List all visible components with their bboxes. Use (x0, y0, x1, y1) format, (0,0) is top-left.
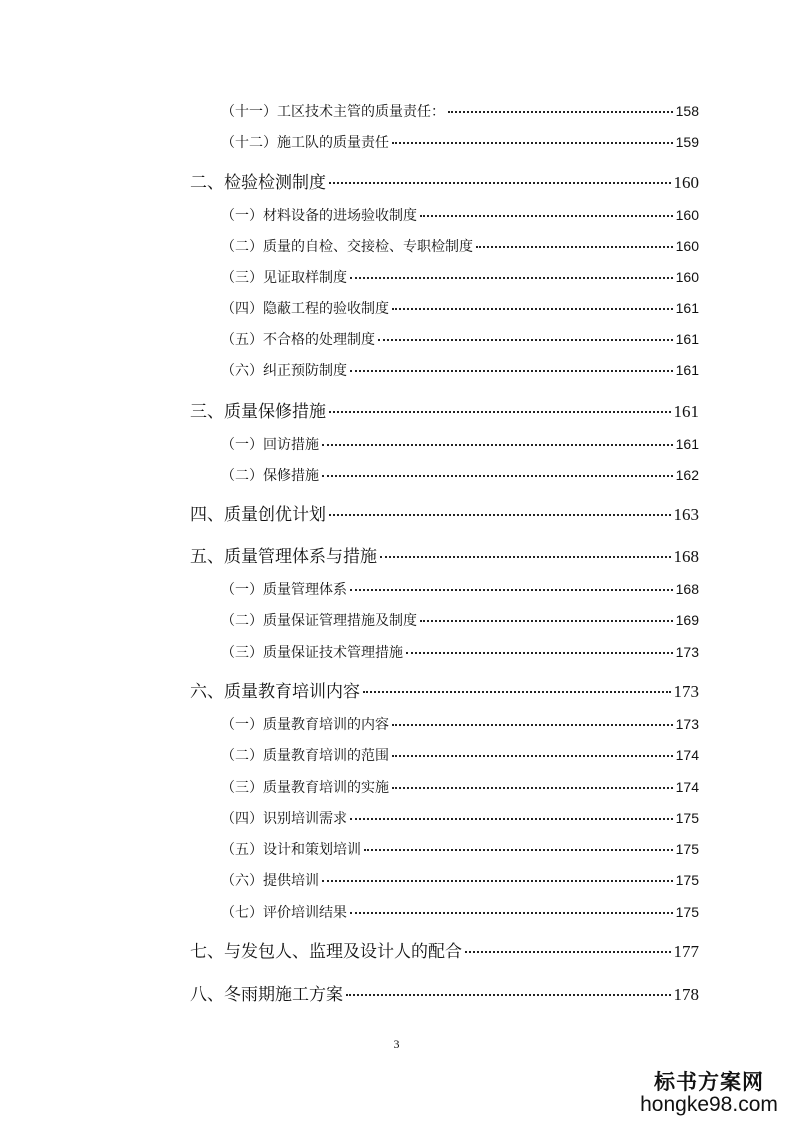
toc-entry-title: （六）提供培训 (221, 873, 319, 889)
toc-entry-page: 178 (673, 985, 699, 1004)
toc-entry-title: （六）纠正预防制度 (221, 363, 347, 379)
toc-entry-title: （四）识别培训需求 (221, 811, 347, 827)
dot-leader (350, 277, 673, 279)
dot-leader (322, 880, 673, 882)
toc-entry[interactable] (221, 777, 699, 797)
toc-entry-title: （一）回访措施 (221, 437, 319, 453)
watermark-url: hongke98.com (640, 1093, 778, 1116)
toc-entry[interactable] (190, 980, 699, 1005)
dot-leader (392, 724, 673, 726)
toc-entry-page: 162 (675, 467, 699, 483)
dot-leader (392, 787, 673, 789)
toc-entry-title: （一）质量教育培训的内容 (221, 717, 389, 733)
toc-entry[interactable] (221, 236, 699, 256)
toc-entry-title: 二、检验检测制度 (190, 173, 326, 193)
dot-leader (378, 339, 673, 341)
toc-entry-page: 161 (675, 436, 699, 452)
toc-entry[interactable] (221, 205, 699, 225)
dot-leader (322, 444, 673, 446)
toc-entry-page: 175 (675, 904, 699, 920)
toc-entry-title: （二）质量教育培训的范围 (221, 748, 389, 764)
toc-entry[interactable] (190, 500, 699, 525)
dot-leader (329, 411, 671, 413)
dot-leader (406, 652, 673, 654)
dot-leader (363, 691, 671, 693)
toc-entry-page: 175 (675, 872, 699, 888)
dot-leader (364, 849, 673, 851)
toc-entry[interactable] (221, 870, 699, 890)
toc-entry[interactable] (221, 298, 699, 318)
toc-entry[interactable] (190, 168, 699, 193)
toc-entry[interactable] (190, 397, 699, 422)
toc-entry-page: 163 (673, 505, 699, 524)
toc-entry-page: 173 (673, 682, 699, 701)
toc-entry-title: 七、与发包人、监理及设计人的配合 (190, 942, 462, 962)
dot-leader (329, 182, 671, 184)
toc-entry-page: 159 (675, 134, 699, 150)
toc-entry-page: 168 (675, 581, 699, 597)
toc-entry-page: 158 (675, 103, 699, 119)
toc-entry-page: 168 (673, 547, 699, 566)
toc-entry-page: 169 (675, 612, 699, 628)
toc-entry-page: 161 (675, 300, 699, 316)
toc-entry[interactable] (190, 937, 699, 962)
toc-entry-title: 三、质量保修措施 (190, 402, 326, 422)
watermark-title: 标书方案网 (654, 1069, 764, 1094)
toc-entry[interactable] (221, 610, 699, 630)
toc-entry-title: 四、质量创优计划 (190, 505, 326, 525)
toc-entry-title: （三）见证取样制度 (221, 270, 347, 286)
toc-entry[interactable] (221, 579, 699, 599)
dot-leader (465, 951, 671, 953)
toc-entry-title: （十二）施工队的质量责任 (221, 135, 389, 151)
toc-entry[interactable] (221, 329, 699, 349)
dot-leader (322, 475, 673, 477)
toc-entry[interactable] (221, 902, 699, 922)
toc-entry-page: 161 (673, 402, 699, 421)
toc-entry[interactable] (221, 745, 699, 765)
toc-entry-page: 161 (675, 331, 699, 347)
toc-entry[interactable] (221, 101, 699, 121)
toc-entry-page: 161 (675, 362, 699, 378)
toc-entry-title: （十一）工区技术主管的质量责任： (221, 104, 445, 120)
toc-entry-page: 173 (675, 644, 699, 660)
dot-leader (350, 818, 673, 820)
toc-entry[interactable] (221, 267, 699, 287)
toc-entry-page: 160 (675, 207, 699, 223)
dot-leader (350, 370, 673, 372)
dot-leader (350, 912, 673, 914)
dot-leader (392, 308, 673, 310)
dot-leader (392, 755, 673, 757)
dot-leader (346, 994, 671, 996)
dot-leader (420, 620, 673, 622)
dot-leader (476, 246, 673, 248)
dot-leader (448, 111, 673, 113)
toc-entry-page: 174 (675, 779, 699, 795)
toc-entry-title: （五）设计和策划培训 (221, 842, 361, 858)
toc-entry[interactable] (221, 642, 699, 662)
page-number: 3 (393, 1037, 400, 1051)
dot-leader (420, 215, 673, 217)
toc-entry-title: 六、质量教育培训内容 (190, 682, 360, 702)
toc-entry-page: 177 (673, 942, 699, 961)
watermark-logo (639, 1066, 779, 1117)
toc-entry-title: （五）不合格的处理制度 (221, 332, 375, 348)
toc-entry-page: 175 (675, 810, 699, 826)
toc-entry-page: 175 (675, 841, 699, 857)
toc-entry[interactable] (221, 132, 699, 152)
dot-leader (392, 142, 673, 144)
toc-entry[interactable] (221, 808, 699, 828)
toc-entry-page: 160 (675, 269, 699, 285)
toc-entry[interactable] (221, 839, 699, 859)
toc-entry[interactable] (221, 465, 699, 485)
toc-entry-title: （一）质量管理体系 (221, 582, 347, 598)
toc-entry-title: （三）质量教育培训的实施 (221, 780, 389, 796)
dot-leader (350, 589, 673, 591)
toc-entry-title: （二）质量的自检、交接检、专职检制度 (221, 239, 473, 255)
toc-entry-page: 174 (675, 747, 699, 763)
toc-entry[interactable] (190, 677, 699, 702)
toc-entry-page: 173 (675, 716, 699, 732)
dot-leader (380, 556, 671, 558)
toc-entry-title: （三）质量保证技术管理措施 (221, 645, 403, 661)
toc-entry-title: （一）材料设备的进场验收制度 (221, 208, 417, 224)
toc-entry-title: 八、冬雨期施工方案 (190, 985, 343, 1005)
toc-entry[interactable] (221, 360, 699, 380)
toc-entry-title: （二）质量保证管理措施及制度 (221, 613, 417, 629)
toc-entry-page: 160 (675, 238, 699, 254)
toc-entry-title: （七）评价培训结果 (221, 905, 347, 921)
toc-entry-title: （二）保修措施 (221, 468, 319, 484)
toc-entry[interactable] (221, 714, 699, 734)
toc-entry-title: 五、质量管理体系与措施 (190, 547, 377, 567)
toc-entry[interactable] (221, 434, 699, 454)
toc-entry-title: （四）隐蔽工程的验收制度 (221, 301, 389, 317)
toc-entry[interactable] (190, 542, 699, 567)
toc-entry-page: 160 (673, 173, 699, 192)
dot-leader (329, 514, 671, 516)
